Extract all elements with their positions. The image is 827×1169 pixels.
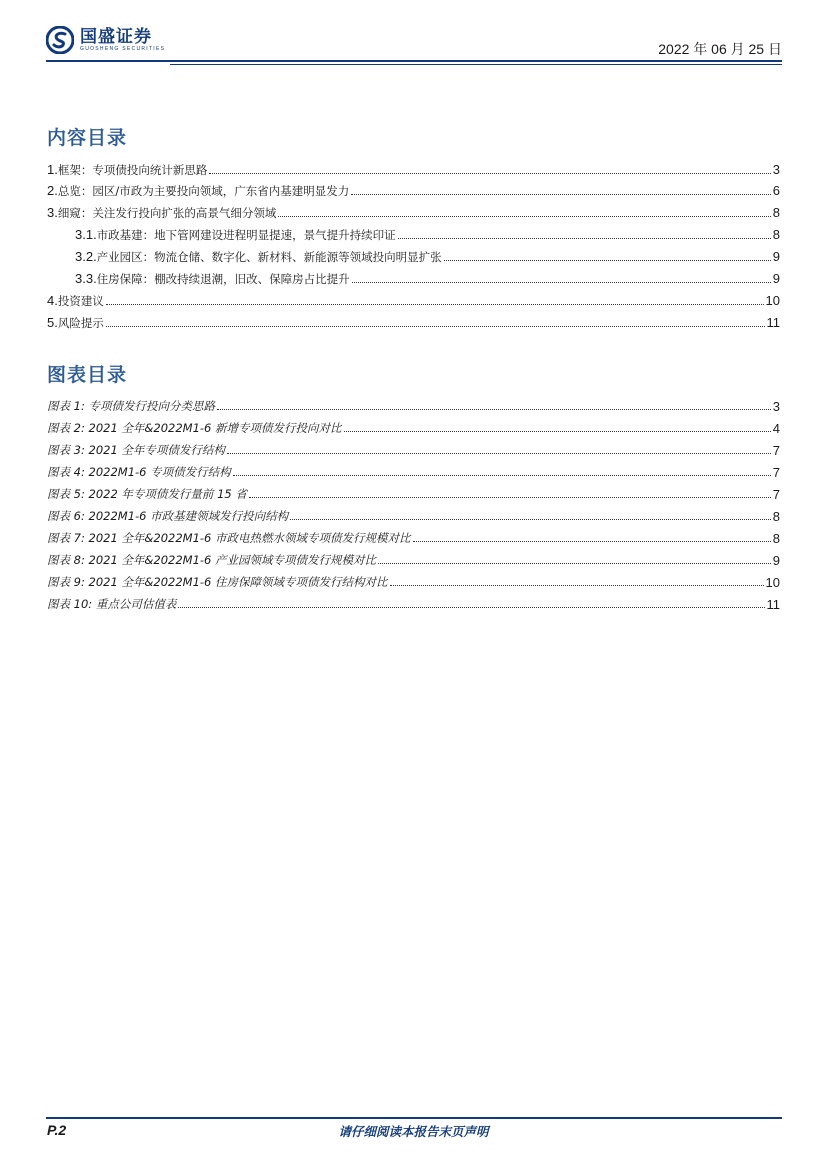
page-number: P.2 — [47, 1122, 67, 1138]
figure-item-text: 图表 8: 2021 全年&2022M1-6 产业园领域专项债发行规模对比 — [47, 553, 377, 567]
figure-item-page: 7 — [772, 443, 780, 458]
figure-item[interactable] — [47, 482, 780, 502]
toc-item-text: 风险提示 — [57, 316, 104, 330]
figure-item[interactable] — [47, 460, 780, 480]
toc-item-number: 3.1. — [75, 227, 97, 242]
footer-rule — [46, 1117, 782, 1119]
toc-item-number: 3.3. — [75, 271, 97, 286]
figure-leader-dots — [344, 430, 771, 432]
figure-item-page: 8 — [772, 531, 780, 546]
figure-item[interactable] — [47, 548, 780, 568]
figure-item-page: 3 — [772, 399, 780, 414]
figure-item[interactable] — [47, 416, 780, 436]
footer-disclaimer-note: 请仔细阅读本报告末页声明 — [338, 1124, 489, 1139]
figure-leader-dots — [290, 518, 771, 520]
toc-item[interactable] — [47, 289, 780, 309]
toc-leader-dots — [352, 281, 771, 283]
figures-title: 图表目录 — [47, 364, 128, 386]
toc-item-number: 4. — [47, 293, 58, 308]
figure-item-text: 图表 6: 2022M1-6 市政基建领域发行投向结构 — [47, 509, 289, 523]
toc-item-text: 投资建议 — [57, 294, 104, 308]
toc-item-page: 9 — [772, 271, 780, 286]
header-rule — [46, 60, 782, 62]
figure-leader-dots — [217, 408, 771, 410]
figure-item-page: 10 — [765, 575, 780, 590]
figure-item-page: 11 — [766, 597, 780, 612]
toc-item-text: 框架：专项债投向统计新思路 — [57, 163, 208, 177]
figure-item-text: 图表 4: 2022M1-6 专项债发行结构 — [47, 465, 231, 479]
toc-item-page: 9 — [772, 249, 780, 264]
toc-subitem[interactable] — [75, 245, 780, 265]
toc-item-text: 产业园区：物流仓储、数字化、新材料、新能源等领域投向明显扩张 — [96, 250, 442, 264]
toc-leader-dots — [209, 172, 770, 174]
guosheng-logo-icon — [46, 26, 74, 54]
figure-item[interactable] — [47, 438, 780, 458]
figure-leader-dots — [378, 562, 771, 564]
figure-item[interactable] — [47, 570, 780, 590]
toc-item-page: 8 — [772, 205, 780, 220]
figure-item-text: 图表 7: 2021 全年&2022M1-6 市政电热燃水领域专项债发行规模对比 — [47, 531, 411, 545]
toc-leader-dots — [398, 237, 771, 239]
figure-item-page: 4 — [772, 421, 780, 436]
toc-item-page: 10 — [765, 293, 780, 308]
report-date: 2022 年 06 月 25 日 — [658, 41, 782, 57]
toc-item-text: 市政基建：地下管网建设进程明显提速，景气提升持续印证 — [96, 228, 396, 242]
toc-leader-dots — [351, 193, 771, 195]
logo-chinese-name: 国盛证券 — [80, 26, 152, 47]
toc-item-text: 总览：园区/市政为主要投向领域，广东省内基建明显发力 — [57, 184, 350, 198]
toc-item-text: 住房保障：棚改持续退潮，旧改、保障房占比提升 — [96, 272, 350, 286]
toc-subitem[interactable] — [75, 223, 780, 243]
figure-leader-dots — [413, 540, 771, 542]
toc-leader-dots — [106, 303, 764, 305]
toc-item-number: 5. — [47, 315, 58, 330]
logo-english-name: GUOSHENG SECURITIES — [80, 45, 166, 52]
toc-leader-dots — [106, 325, 765, 327]
figure-item[interactable] — [47, 592, 780, 612]
figure-leader-dots — [249, 496, 771, 498]
figure-item-page: 7 — [772, 487, 780, 502]
company-logo — [46, 26, 165, 54]
figure-leader-dots — [227, 452, 771, 454]
toc-item[interactable] — [47, 311, 780, 331]
page-header — [46, 22, 782, 62]
figure-item-text: 图表 10: 重点公司估值表 — [47, 597, 177, 611]
toc-item-page: 8 — [772, 227, 780, 242]
toc-leader-dots — [278, 215, 770, 217]
figure-item-text: 图表 9: 2021 全年&2022M1-6 住房保障领域专项债发行结构对比 — [47, 575, 388, 589]
figure-item[interactable] — [47, 526, 780, 546]
toc-item-number: 3. — [47, 205, 58, 220]
toc-item-number: 2. — [47, 183, 58, 198]
figure-leader-dots — [233, 474, 771, 476]
figure-item-text: 图表 2: 2021 全年&2022M1-6 新增专项债发行投向对比 — [47, 421, 342, 435]
toc-item[interactable] — [47, 158, 780, 178]
figure-leader-dots — [390, 584, 764, 586]
toc-title: 内容目录 — [47, 127, 128, 149]
toc-item-number: 1. — [47, 162, 58, 177]
figure-item-text: 图表 1: 专项债发行投向分类思路 — [47, 399, 216, 413]
toc-item[interactable] — [47, 179, 780, 199]
toc-item[interactable] — [47, 201, 780, 221]
figure-item-text: 图表 3: 2021 全年专项债发行结构 — [47, 443, 225, 457]
toc-item-text: 细窥：关注发行投向扩张的高景气细分领域 — [57, 206, 277, 220]
header-rule-thin — [170, 64, 782, 65]
toc-item-page: 11 — [766, 315, 780, 330]
toc-leader-dots — [444, 259, 771, 261]
figure-item[interactable] — [47, 394, 780, 414]
toc-item-number: 3.2. — [75, 249, 97, 264]
toc-subitem[interactable] — [75, 267, 780, 287]
figure-item-page: 7 — [772, 465, 780, 480]
figure-item-text: 图表 5: 2022 年专项债发行量前 15 省 — [47, 487, 247, 501]
figure-item[interactable] — [47, 504, 780, 524]
toc-item-page: 3 — [772, 162, 780, 177]
figure-item-page: 8 — [772, 509, 780, 524]
figure-item-page: 9 — [772, 553, 780, 568]
toc-item-page: 6 — [772, 183, 780, 198]
figure-leader-dots — [178, 606, 764, 608]
